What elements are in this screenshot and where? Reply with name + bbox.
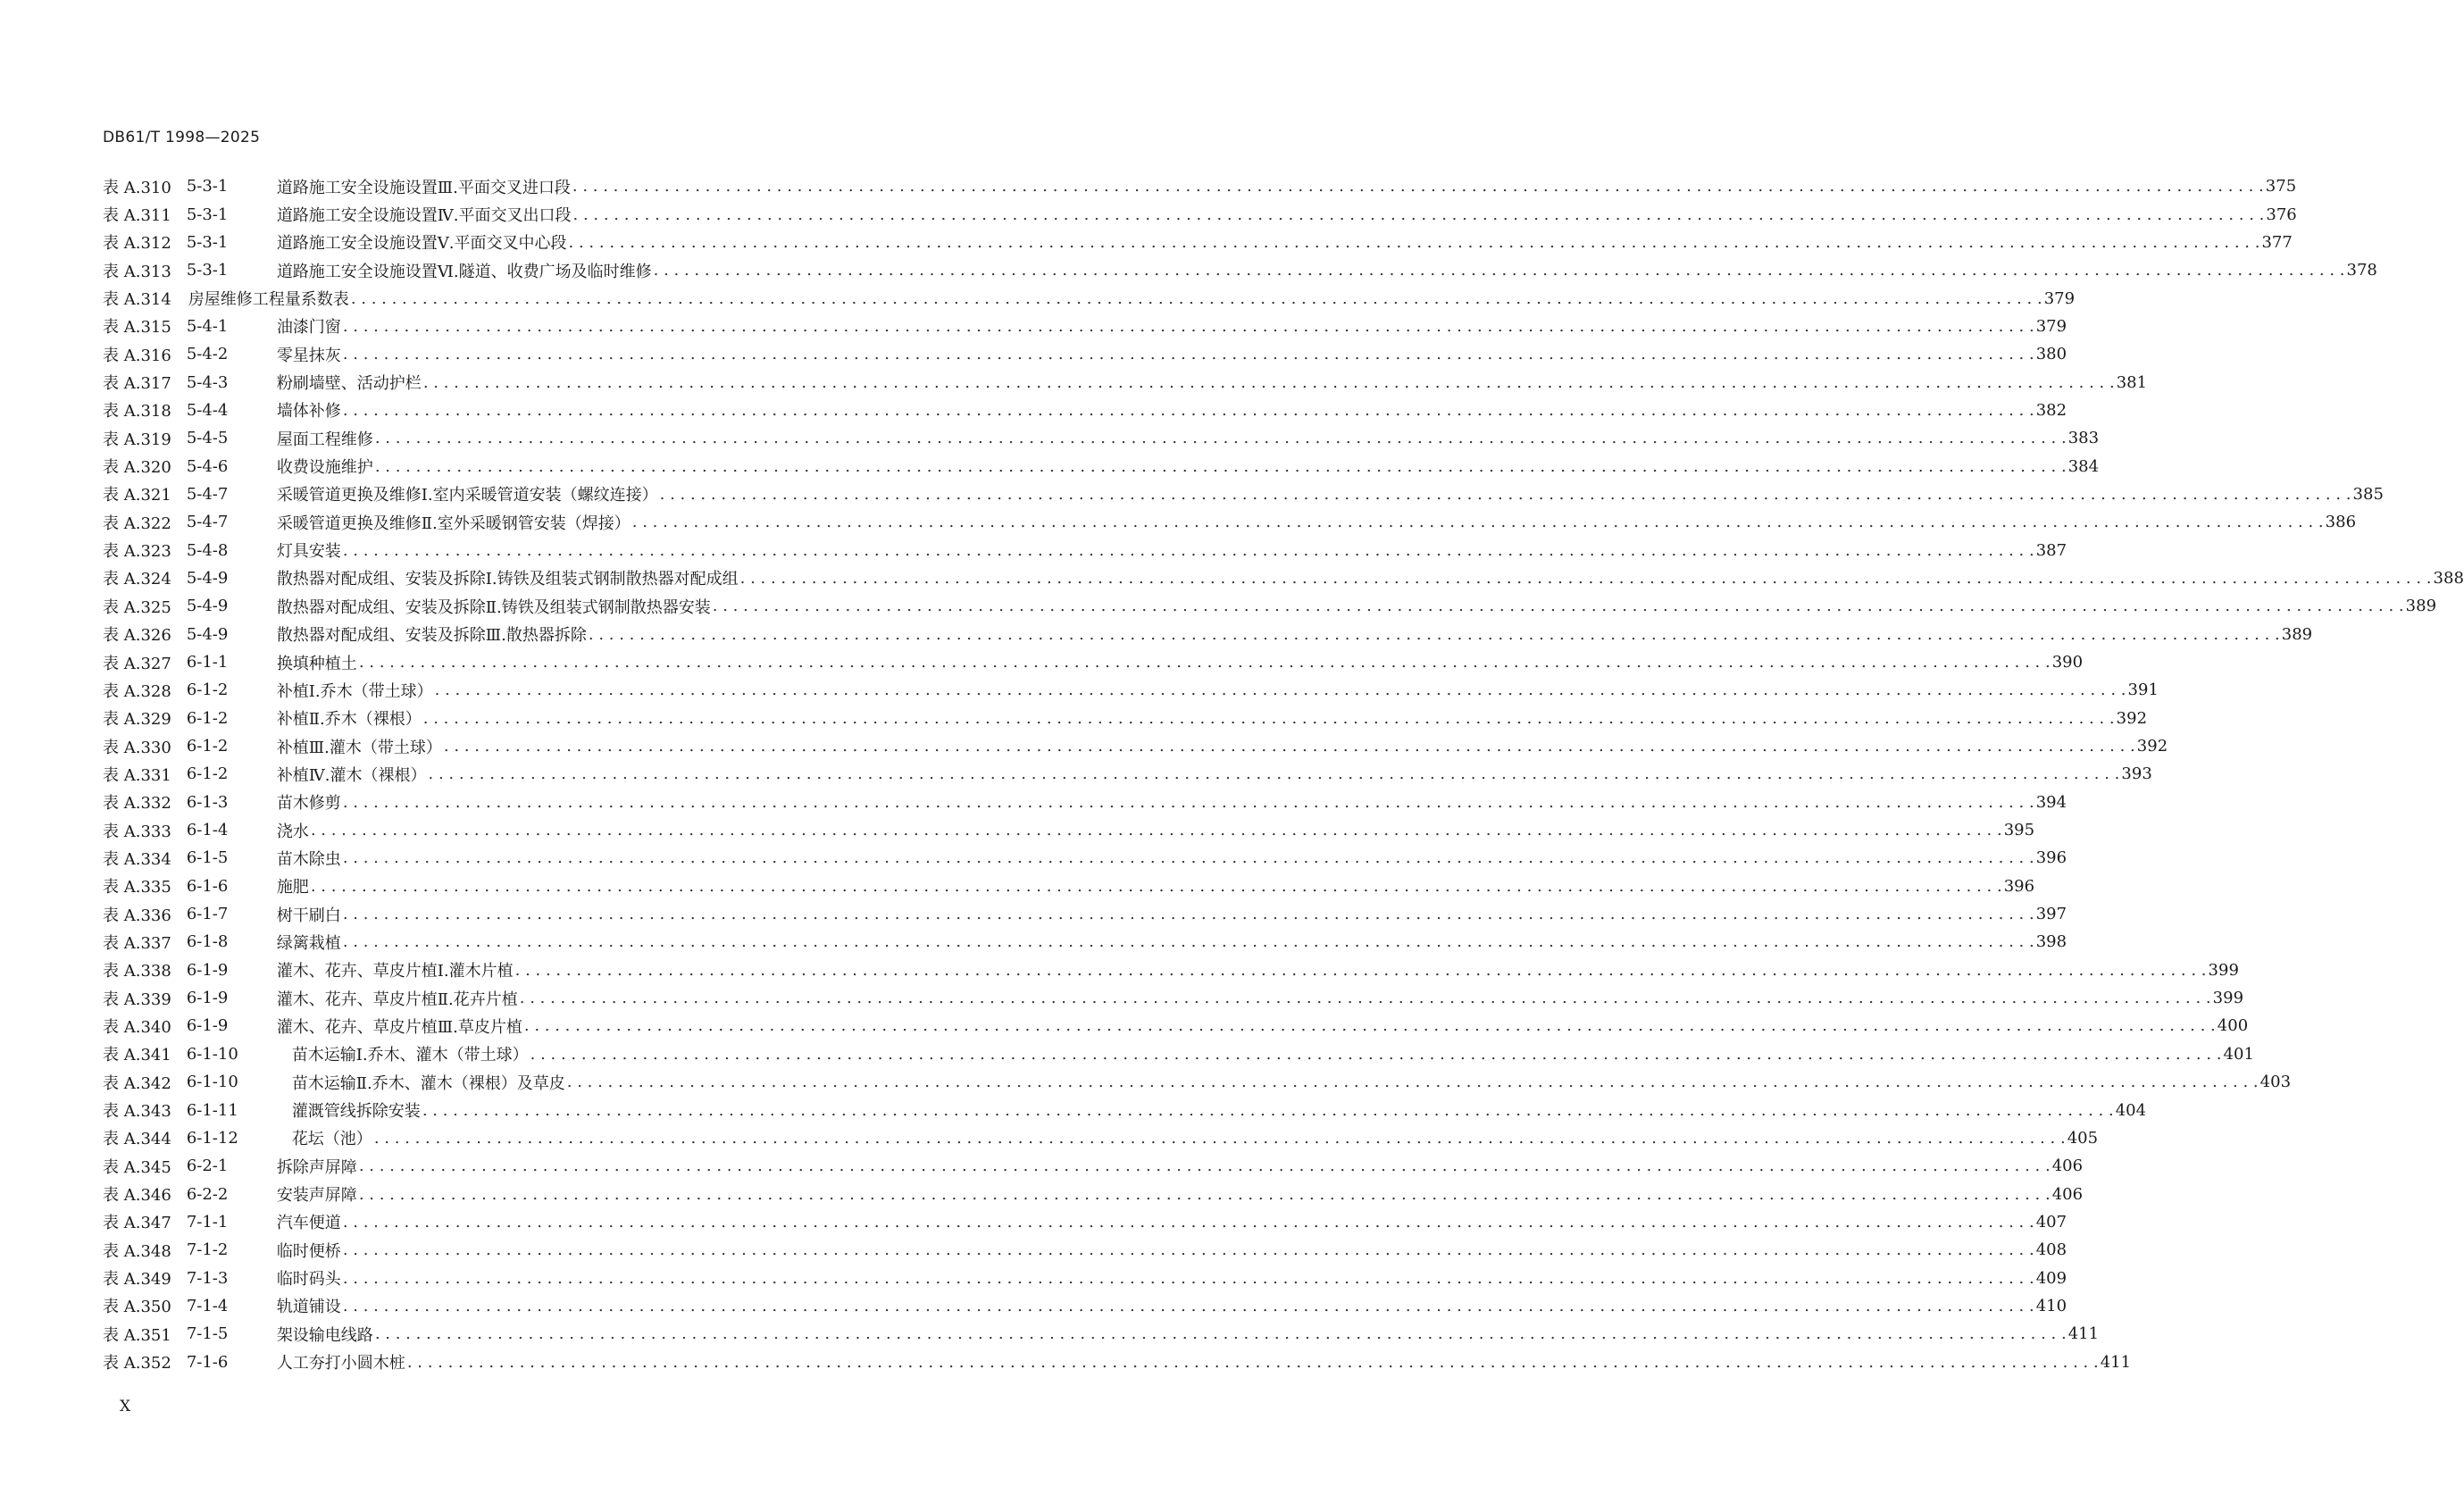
toc-entry-page: 404 bbox=[2115, 1100, 2147, 1120]
toc-entry-label: 表 A.321 bbox=[103, 486, 171, 505]
toc-leader-dots bbox=[569, 233, 2260, 252]
toc-entry-title: 苗木运输Ⅱ.乔木、灌木（裸根）及草皮 bbox=[291, 1073, 565, 1093]
toc-leader-dots bbox=[407, 1353, 2099, 1372]
toc-entry-label: 表 A.310 bbox=[103, 178, 171, 197]
toc-leader-dots bbox=[351, 289, 2042, 308]
toc-entry-label: 表 A.345 bbox=[103, 1157, 171, 1177]
toc-entry[interactable] bbox=[103, 1124, 2099, 1152]
toc-entry-page: 385 bbox=[2352, 484, 2384, 504]
toc-entry-title: 灌木、花卉、草皮片植Ⅲ.草皮片植 bbox=[276, 1017, 522, 1037]
toc-leader-dots bbox=[573, 205, 2265, 224]
toc-entry-code: 5-3-1 bbox=[186, 177, 229, 196]
toc-entry-page: 375 bbox=[2265, 177, 2297, 196]
toc-entry-page: 396 bbox=[2003, 876, 2035, 896]
toc-entry-code: 7-1-4 bbox=[186, 1296, 229, 1315]
toc-entry-code: 6-2-1 bbox=[186, 1156, 229, 1176]
toc-entry-code: 6-1-10 bbox=[186, 1073, 238, 1092]
toc-leader-dots bbox=[423, 373, 2115, 392]
toc-entry-page: 380 bbox=[2035, 345, 2067, 364]
toc-leader-dots bbox=[375, 429, 2067, 447]
toc-entry-title: 汽车便道 bbox=[276, 1214, 341, 1233]
toc-leader-dots bbox=[375, 457, 2067, 476]
toc-entry-title: 拆除声屏障 bbox=[276, 1157, 357, 1177]
toc-entry-page: 379 bbox=[2035, 316, 2067, 336]
toc-entry-page: 379 bbox=[2043, 288, 2076, 308]
toc-entry[interactable] bbox=[103, 1096, 2147, 1123]
toc-entry-title: 苗木运输Ⅰ.乔木、灌木（带土球） bbox=[291, 1046, 529, 1065]
toc-leader-dots bbox=[343, 345, 2034, 363]
toc-entry[interactable] bbox=[103, 676, 2159, 704]
toc-entry-code: 5-4-8 bbox=[186, 540, 229, 560]
toc-entry-page: 392 bbox=[2136, 737, 2168, 756]
toc-leader-dots bbox=[422, 1101, 2114, 1120]
toc-entry[interactable] bbox=[103, 1040, 2254, 1068]
toc-entry-label: 表 A.340 bbox=[103, 1017, 171, 1037]
toc-entry[interactable] bbox=[103, 1012, 2249, 1040]
toc-entry[interactable] bbox=[103, 424, 2100, 452]
toc-entry-code: 6-1-9 bbox=[186, 1016, 229, 1036]
toc-entry-code: 5-3-1 bbox=[186, 261, 229, 280]
toc-entry-code: 5-4-7 bbox=[186, 513, 229, 532]
toc-entry-page: 382 bbox=[2035, 400, 2067, 420]
toc-entry-label: 表 A.313 bbox=[103, 262, 171, 281]
toc-entry-label: 表 A.318 bbox=[103, 402, 171, 422]
toc-entry-page: 407 bbox=[2035, 1212, 2067, 1232]
toc-entry-title: 换填种植土 bbox=[276, 654, 357, 673]
toc-leader-dots bbox=[572, 177, 2264, 196]
toc-entry[interactable] bbox=[103, 956, 2239, 984]
toc-leader-dots bbox=[375, 1324, 2067, 1343]
toc-entry-page: 381 bbox=[2116, 372, 2148, 392]
toc-entry-code: 6-1-2 bbox=[186, 681, 229, 700]
toc-entry-title: 粉刷墙壁、活动护栏 bbox=[276, 374, 422, 394]
toc-entry-title: 油漆门窗 bbox=[276, 318, 341, 338]
toc-entry-page: 384 bbox=[2067, 456, 2100, 476]
toc-entry-title: 散热器对配成组、安装及拆除Ⅱ.铸铁及组装式钢制散热器安装 bbox=[276, 597, 711, 617]
toc-entry[interactable] bbox=[103, 705, 2148, 732]
toc-entry-title: 浇水 bbox=[276, 822, 309, 841]
toc-leader-dots bbox=[589, 625, 2280, 644]
toc-leader-dots bbox=[343, 1240, 2034, 1259]
toc-entry-page: 411 bbox=[2067, 1324, 2100, 1344]
toc-entry-page: 406 bbox=[2051, 1184, 2084, 1204]
toc-entry[interactable] bbox=[103, 284, 2076, 312]
toc-leader-dots bbox=[632, 513, 2324, 531]
toc-entry-title: 散热器对配成组、安装及拆除Ⅲ.散热器拆除 bbox=[276, 626, 587, 646]
toc-entry-label: 表 A.314 bbox=[103, 290, 171, 310]
toc-entry-page: 392 bbox=[2116, 708, 2148, 728]
toc-entry[interactable] bbox=[103, 900, 2067, 928]
toc-leader-dots bbox=[515, 961, 2207, 980]
toc-leader-dots bbox=[343, 1269, 2034, 1288]
page-number: X bbox=[120, 1398, 131, 1415]
toc-entry-code: 5-4-6 bbox=[186, 456, 229, 476]
toc-leader-dots bbox=[343, 932, 2034, 951]
toc-entry-title: 绿篱栽植 bbox=[276, 933, 341, 953]
toc-entry-label: 表 A.315 bbox=[103, 318, 171, 338]
toc-leader-dots bbox=[359, 653, 2051, 672]
toc-entry-code: 6-1-5 bbox=[186, 848, 229, 868]
toc-entry-code: 6-1-1 bbox=[186, 653, 229, 672]
toc-entry-page: 411 bbox=[2100, 1352, 2132, 1372]
toc-entry[interactable] bbox=[103, 732, 2168, 760]
toc-entry-label: 表 A.349 bbox=[103, 1270, 171, 1290]
toc-entry[interactable] bbox=[103, 1292, 2067, 1320]
toc-entry-title: 苗木修剪 bbox=[276, 794, 341, 814]
toc-entry[interactable] bbox=[103, 200, 2297, 228]
toc-entry-code: 6-1-11 bbox=[186, 1100, 238, 1120]
toc-entry-code: 6-1-2 bbox=[186, 737, 229, 756]
toc-entry[interactable] bbox=[103, 313, 2067, 340]
toc-entry-title: 灌溉管线拆除安装 bbox=[291, 1102, 421, 1122]
toc-entry-page: 378 bbox=[2346, 261, 2377, 280]
toc-entry-page: 390 bbox=[2051, 653, 2084, 672]
toc-entry-label: 表 A.330 bbox=[103, 738, 171, 757]
toc-entry-code: 7-1-6 bbox=[186, 1352, 229, 1372]
toc-entry-title: 临时码头 bbox=[276, 1270, 341, 1290]
toc-entry[interactable] bbox=[103, 928, 2067, 956]
toc-entry-page: 409 bbox=[2035, 1268, 2067, 1288]
toc-entry[interactable] bbox=[103, 256, 2377, 284]
toc-entry-title: 道路施工安全设施设置Ⅳ.平面交叉出口段 bbox=[276, 206, 572, 226]
toc-entry-page: 386 bbox=[2325, 513, 2357, 532]
toc-entry-code: 6-1-9 bbox=[186, 960, 229, 980]
toc-entry-label: 表 A.324 bbox=[103, 570, 171, 589]
toc-entry-code: 5-4-2 bbox=[186, 345, 229, 364]
toc-entry[interactable] bbox=[103, 1320, 2100, 1348]
toc-entry-title: 安装声屏障 bbox=[276, 1186, 357, 1206]
toc-entry-code: 6-1-2 bbox=[186, 708, 229, 728]
toc-entry-title: 补植Ⅰ.乔木（带土球） bbox=[276, 681, 433, 701]
toc-entry-title: 墙体补修 bbox=[276, 402, 341, 422]
toc-entry-label: 表 A.338 bbox=[103, 962, 171, 981]
toc-entry-page: 383 bbox=[2067, 429, 2100, 448]
toc-entry-label: 表 A.320 bbox=[103, 458, 171, 478]
toc-entry[interactable] bbox=[103, 648, 2084, 676]
toc-entry-title: 房屋维修工程量系数表 bbox=[188, 290, 349, 310]
toc-entry-code: 5-4-9 bbox=[186, 568, 229, 588]
toc-entry-title: 灌木、花卉、草皮片植Ⅰ.灌木片植 bbox=[276, 962, 514, 981]
toc-entry-page: 388 bbox=[2433, 568, 2464, 588]
document-code: DB61/T 1998—2025 bbox=[103, 129, 261, 146]
toc-entry[interactable] bbox=[103, 397, 2067, 424]
toc-entry-title: 苗木除虫 bbox=[276, 849, 341, 869]
toc-entry-label: 表 A.329 bbox=[103, 710, 171, 730]
toc-entry-code: 5-4-9 bbox=[186, 597, 229, 616]
toc-entry-code: 6-1-6 bbox=[186, 876, 229, 896]
toc-entry-code: 6-1-12 bbox=[186, 1128, 238, 1148]
toc-entry-page: 400 bbox=[2217, 1016, 2249, 1036]
toc-entry-title: 道路施工安全设施设置Ⅴ.平面交叉中心段 bbox=[276, 234, 567, 254]
toc-entry-code: 5-3-1 bbox=[186, 232, 229, 252]
toc-leader-dots bbox=[343, 401, 2034, 420]
toc-entry-page: 376 bbox=[2266, 205, 2297, 224]
toc-entry[interactable] bbox=[103, 452, 2100, 480]
toc-entry-label: 表 A.350 bbox=[103, 1298, 171, 1317]
toc-entry[interactable] bbox=[103, 1208, 2067, 1236]
toc-leader-dots bbox=[374, 1129, 2066, 1148]
toc-entry-code: 5-4-7 bbox=[186, 484, 229, 504]
toc-entry[interactable] bbox=[103, 1180, 2084, 1207]
toc-leader-dots bbox=[343, 1297, 2034, 1315]
toc-entry-code: 5-4-1 bbox=[186, 316, 229, 336]
toc-leader-dots bbox=[359, 1185, 2051, 1204]
toc-entry[interactable] bbox=[103, 592, 2437, 620]
toc-entry-label: 表 A.334 bbox=[103, 849, 171, 869]
toc-entry-label: 表 A.317 bbox=[103, 374, 171, 394]
toc-entry-label: 表 A.312 bbox=[103, 234, 171, 254]
toc-leader-dots bbox=[343, 793, 2034, 812]
toc-entry-code: 5-3-1 bbox=[186, 205, 229, 224]
toc-entry[interactable] bbox=[103, 1264, 2067, 1291]
toc-entry-label: 表 A.342 bbox=[103, 1073, 171, 1093]
toc-leader-dots bbox=[567, 1073, 2259, 1091]
toc-entry-page: 377 bbox=[2261, 232, 2293, 252]
toc-entry-label: 表 A.337 bbox=[103, 933, 171, 953]
toc-entry-code: 7-1-2 bbox=[186, 1240, 229, 1260]
toc-entry-page: 405 bbox=[2067, 1128, 2099, 1148]
toc-entry-label: 表 A.319 bbox=[103, 430, 171, 449]
toc-entry-label: 表 A.351 bbox=[103, 1325, 171, 1345]
toc-entry-title: 收费设施维护 bbox=[276, 458, 373, 478]
toc-leader-dots bbox=[343, 848, 2034, 867]
toc-leader-dots bbox=[343, 1213, 2034, 1232]
toc-entry[interactable] bbox=[103, 229, 2293, 256]
toc-entry-page: 389 bbox=[2405, 597, 2437, 616]
toc-entry-label: 表 A.347 bbox=[103, 1214, 171, 1233]
toc-entry-label: 表 A.343 bbox=[103, 1102, 171, 1122]
toc-entry[interactable] bbox=[103, 1152, 2084, 1180]
toc-entry-code: 6-1-7 bbox=[186, 905, 229, 924]
toc-leader-dots bbox=[435, 681, 2126, 699]
toc-entry-page: 406 bbox=[2051, 1156, 2084, 1176]
toc-entry-page: 403 bbox=[2259, 1073, 2292, 1092]
toc-entry-label: 表 A.336 bbox=[103, 906, 171, 925]
toc-entry[interactable] bbox=[103, 816, 2035, 844]
toc-entry-label: 表 A.348 bbox=[103, 1241, 171, 1261]
toc-entry-page: 391 bbox=[2127, 681, 2159, 700]
toc-entry-code: 6-1-9 bbox=[186, 989, 229, 1008]
toc-entry[interactable] bbox=[103, 368, 2148, 396]
toc-entry-title: 施肥 bbox=[276, 878, 309, 898]
toc-entry-page: 408 bbox=[2035, 1240, 2067, 1260]
toc-entry-label: 表 A.346 bbox=[103, 1186, 171, 1206]
toc-entry-title: 补植Ⅱ.乔木（裸根） bbox=[276, 710, 422, 730]
toc-entry-code: 6-1-4 bbox=[186, 821, 229, 840]
toc-entry[interactable] bbox=[103, 1348, 2132, 1375]
toc-entry-title: 临时便桥 bbox=[276, 1241, 341, 1261]
toc-entry-code: 6-1-8 bbox=[186, 932, 229, 952]
toc-entry-page: 393 bbox=[2121, 764, 2152, 784]
toc-leader-dots bbox=[524, 1016, 2216, 1035]
toc-entry[interactable] bbox=[103, 480, 2384, 508]
toc-leader-dots bbox=[660, 485, 2351, 504]
toc-entry-title: 零星抹灰 bbox=[276, 346, 341, 365]
toc-entry[interactable] bbox=[103, 873, 2035, 900]
toc-entry-code: 7-1-3 bbox=[186, 1268, 229, 1288]
toc-entry[interactable] bbox=[103, 789, 2067, 816]
toc-leader-dots bbox=[444, 737, 2135, 756]
toc-entry-page: 394 bbox=[2035, 792, 2067, 812]
toc-entry-label: 表 A.327 bbox=[103, 654, 171, 673]
toc-entry-code: 5-4-3 bbox=[186, 372, 229, 392]
toc-entry-code: 7-1-1 bbox=[186, 1212, 229, 1232]
toc-entry-page: 399 bbox=[2212, 989, 2244, 1008]
toc-entry[interactable] bbox=[103, 564, 2464, 592]
toc-entry-title: 采暖管道更换及维修Ⅰ.室内采暖管道安装（螺纹连接） bbox=[276, 486, 658, 505]
toc-entry[interactable] bbox=[103, 536, 2067, 564]
toc-entry-title: 补植Ⅳ.灌木（裸根） bbox=[276, 765, 427, 785]
toc-entry[interactable] bbox=[103, 621, 2313, 648]
toc-leader-dots bbox=[429, 764, 2120, 783]
toc-leader-dots bbox=[311, 821, 2002, 839]
toc-entry-label: 表 A.341 bbox=[103, 1046, 171, 1065]
toc-leader-dots bbox=[343, 317, 2034, 336]
toc-entry-label: 表 A.323 bbox=[103, 542, 171, 562]
toc-entry[interactable] bbox=[103, 340, 2067, 368]
toc-entry-label: 表 A.332 bbox=[103, 794, 171, 814]
toc-entry-label: 表 A.335 bbox=[103, 878, 171, 898]
toc-entry-page: 398 bbox=[2035, 932, 2067, 952]
toc-entry-title: 树干刷白 bbox=[276, 906, 341, 925]
toc-entry-code: 6-1-2 bbox=[186, 764, 229, 784]
toc-entry-code: 7-1-5 bbox=[186, 1324, 229, 1344]
toc-entry-label: 表 A.344 bbox=[103, 1130, 171, 1149]
toc-entry-code: 6-2-2 bbox=[186, 1184, 229, 1204]
toc-leader-dots bbox=[311, 877, 2002, 896]
toc-entry-title: 屋面工程维修 bbox=[276, 430, 373, 449]
toc-entry-title: 道路施工安全设施设置Ⅵ.隧道、收费广场及临时维修 bbox=[276, 262, 652, 281]
toc-leader-dots bbox=[530, 1045, 2222, 1064]
toc-entry-label: 表 A.326 bbox=[103, 626, 171, 646]
toc-entry-code: 5-4-9 bbox=[186, 624, 229, 644]
toc-entry-title: 灯具安装 bbox=[276, 542, 341, 562]
toc-entry-title: 灌木、花卉、草皮片植Ⅱ.花卉片植 bbox=[276, 989, 518, 1009]
toc-entry-label: 表 A.325 bbox=[103, 597, 171, 617]
toc-entry[interactable] bbox=[103, 172, 2297, 200]
toc-entry-code: 5-4-4 bbox=[186, 400, 229, 420]
toc-entry-code: 6-1-10 bbox=[186, 1044, 238, 1064]
toc-entry-label: 表 A.316 bbox=[103, 346, 171, 365]
toc-entry-label: 表 A.333 bbox=[103, 822, 171, 841]
toc-leader-dots bbox=[343, 541, 2034, 560]
toc-entry-label: 表 A.328 bbox=[103, 681, 171, 701]
toc-entry[interactable] bbox=[103, 844, 2067, 872]
toc-entry-title: 采暖管道更换及维修Ⅱ.室外采暖钢管安装（焊接） bbox=[276, 514, 631, 533]
toc-leader-dots bbox=[713, 597, 2404, 615]
toc-leader-dots bbox=[343, 905, 2034, 923]
toc-leader-dots bbox=[654, 261, 2345, 280]
toc-entry-page: 401 bbox=[2223, 1044, 2254, 1064]
toc-entry-title: 架设输电线路 bbox=[276, 1325, 373, 1345]
toc-entry-code: 5-4-5 bbox=[186, 429, 229, 448]
toc-entry-page: 399 bbox=[2208, 960, 2239, 980]
toc-entry[interactable] bbox=[103, 508, 2357, 536]
toc-entry-page: 396 bbox=[2035, 848, 2067, 868]
toc-entry-label: 表 A.331 bbox=[103, 765, 171, 785]
toc-entry-label: 表 A.322 bbox=[103, 514, 171, 533]
table-of-contents bbox=[103, 172, 2464, 1376]
toc-leader-dots bbox=[359, 1156, 2051, 1175]
toc-entry-title: 道路施工安全设施设置Ⅲ.平面交叉进口段 bbox=[276, 178, 571, 197]
toc-entry-label: 表 A.339 bbox=[103, 989, 171, 1009]
toc-entry-page: 397 bbox=[2035, 905, 2067, 924]
toc-leader-dots bbox=[740, 569, 2432, 588]
toc-entry-page: 410 bbox=[2035, 1296, 2067, 1315]
toc-entry[interactable] bbox=[103, 1068, 2292, 1096]
toc-entry-title: 散热器对配成组、安装及拆除Ⅰ.铸铁及组装式钢制散热器对配成组 bbox=[276, 570, 739, 589]
toc-entry[interactable] bbox=[103, 760, 2152, 788]
toc-entry-code: 6-1-3 bbox=[186, 792, 229, 812]
toc-leader-dots bbox=[520, 989, 2211, 1007]
toc-entry-title: 人工夯打小圆木桩 bbox=[276, 1354, 405, 1374]
toc-entry-label: 表 A.311 bbox=[103, 206, 171, 226]
toc-entry-label: 表 A.352 bbox=[103, 1354, 171, 1374]
toc-entry-title: 补植Ⅲ.灌木（带土球） bbox=[276, 738, 442, 757]
toc-entry-title: 轨道铺设 bbox=[276, 1298, 341, 1317]
toc-entry[interactable] bbox=[103, 1236, 2067, 1264]
toc-entry-page: 395 bbox=[2003, 821, 2035, 840]
toc-entry-page: 389 bbox=[2281, 624, 2313, 644]
toc-entry[interactable] bbox=[103, 984, 2244, 1012]
toc-entry-page: 387 bbox=[2035, 540, 2067, 560]
toc-entry-title: 花坛（池） bbox=[291, 1130, 372, 1149]
toc-leader-dots bbox=[423, 709, 2115, 728]
